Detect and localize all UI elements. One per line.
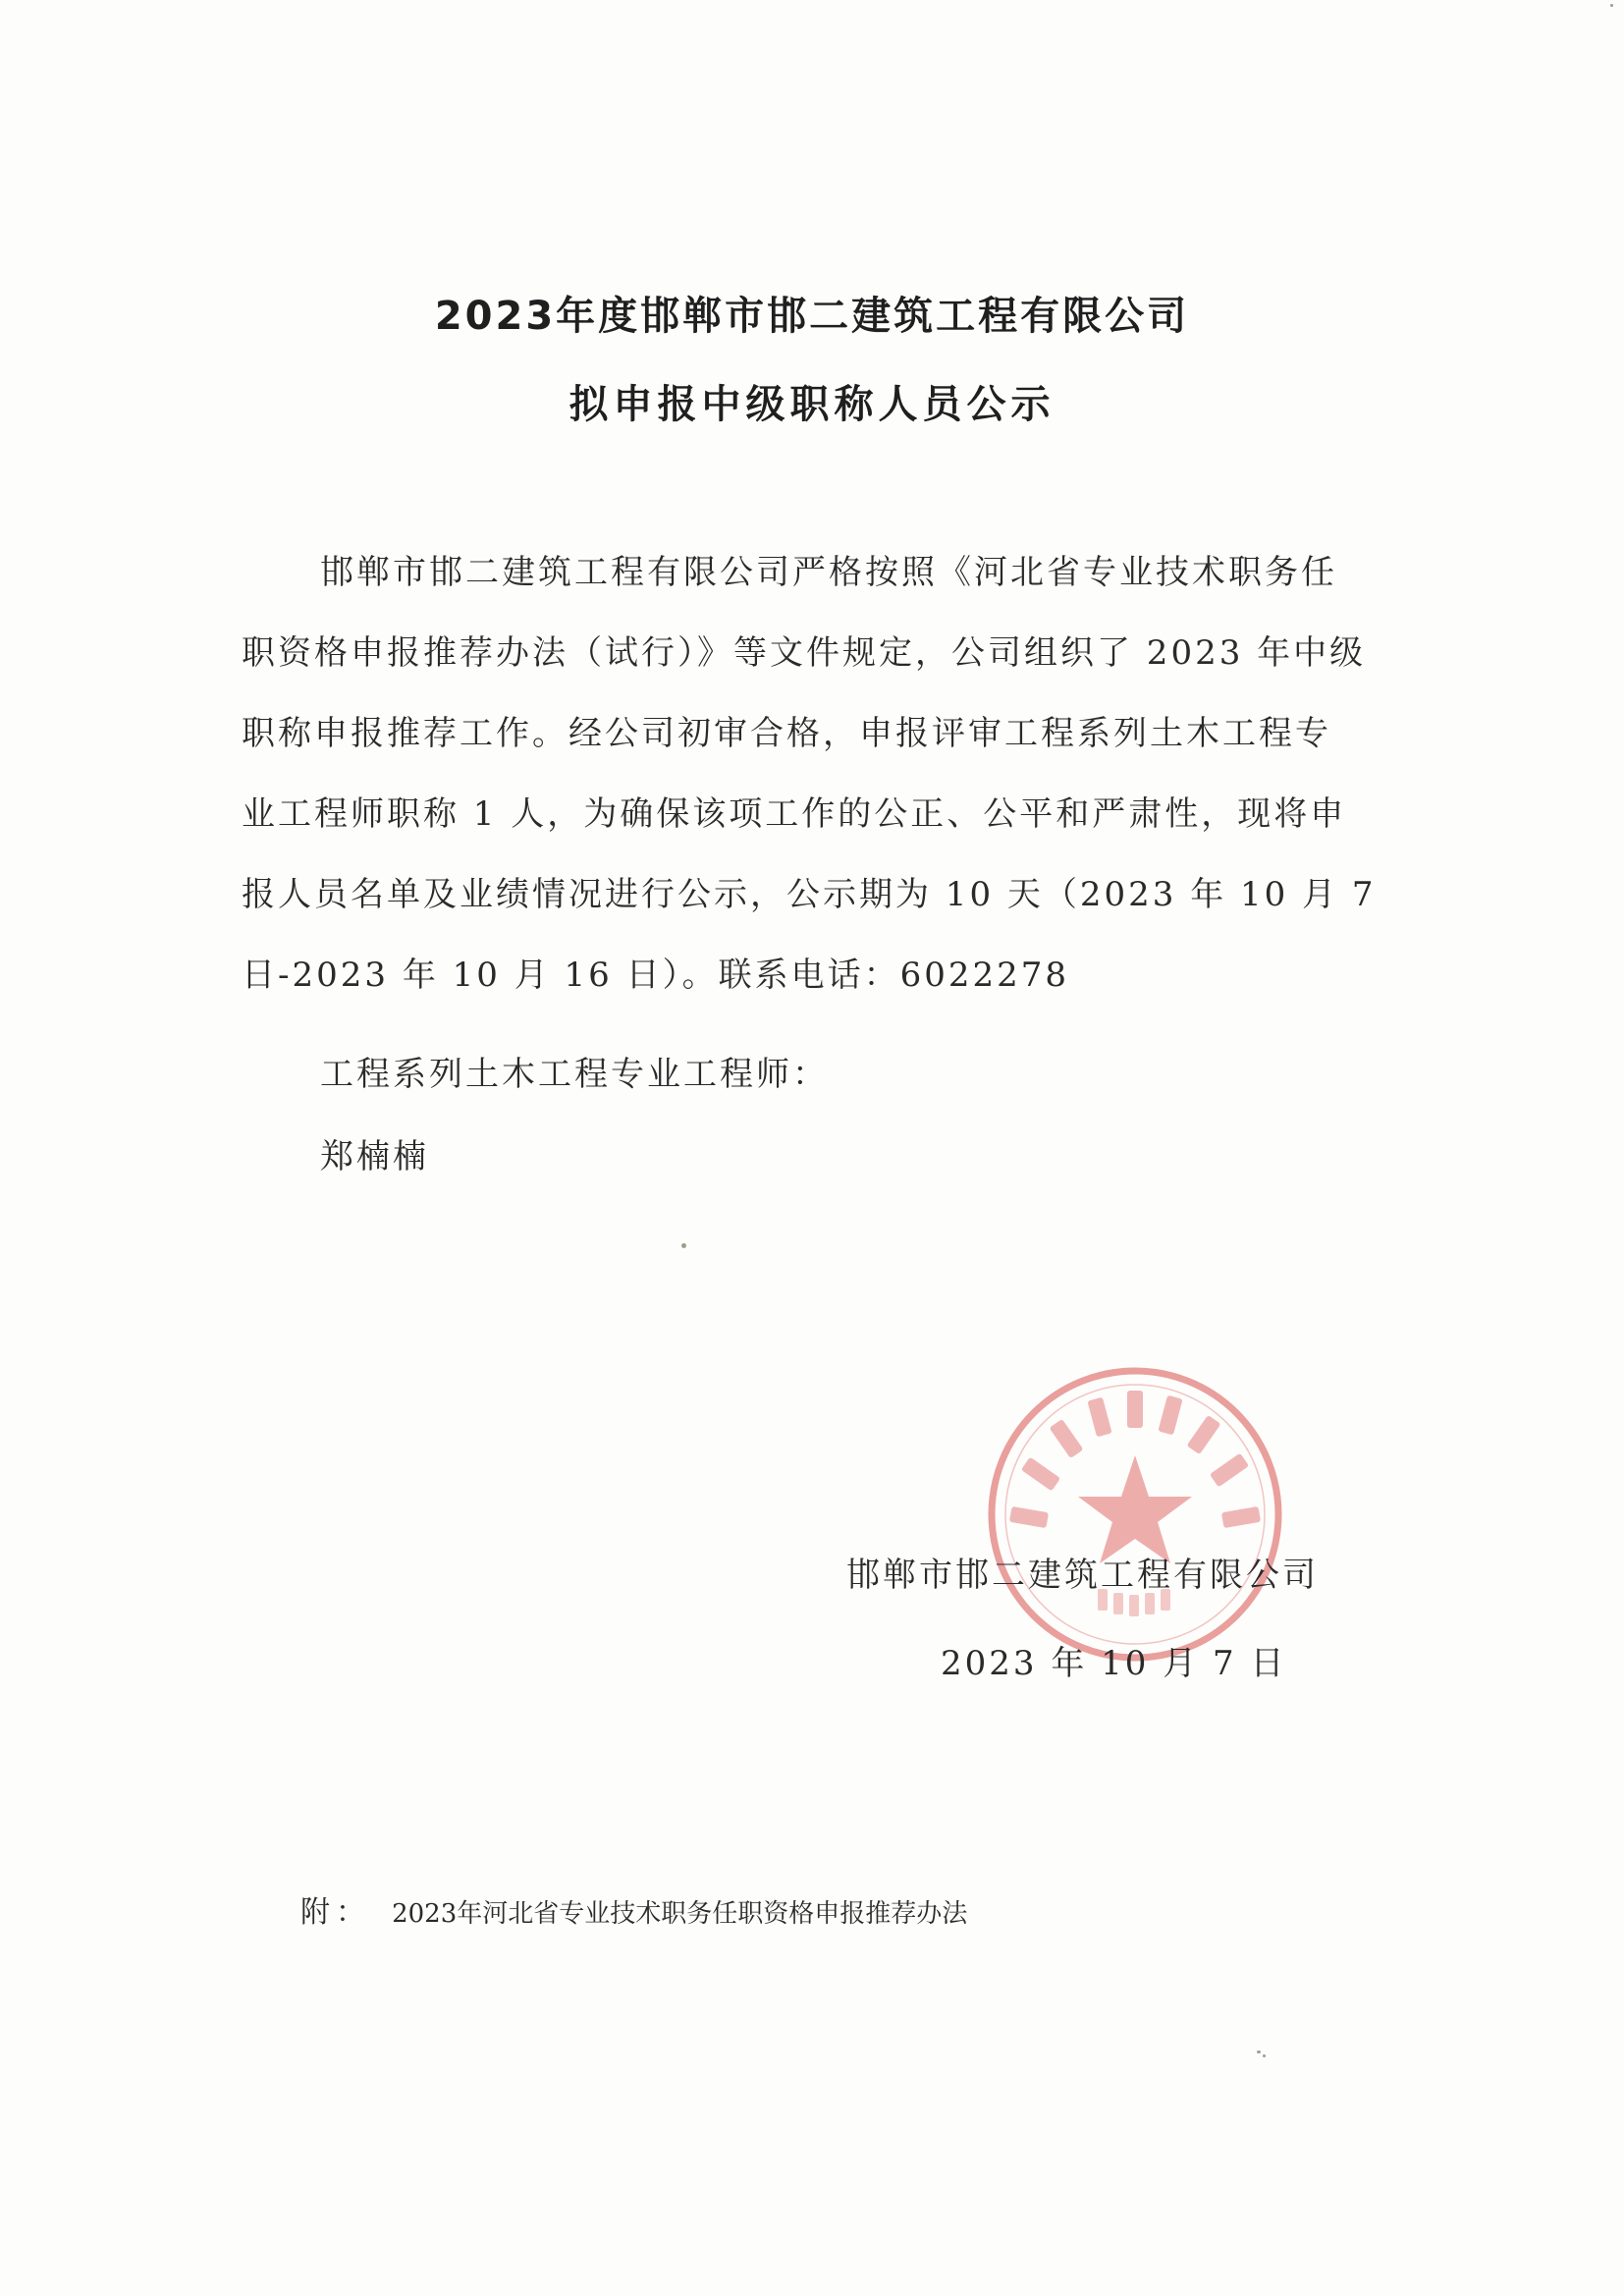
document-title-line1: 2023年度邯郸市邯二建筑工程有限公司 — [434, 294, 1190, 339]
signature-date: 2023 年 10 月 7 日 — [941, 1644, 1287, 1683]
paragraph-line: 职称申报推荐工作。经公司初审合格，申报评审工程系列土木工程专 — [242, 714, 1331, 753]
company-seal — [982, 1361, 1288, 1667]
attachment-link-text: 2023年河北省专业技术职务任职资格申报推荐办法 — [392, 1899, 968, 1929]
attachment-note — [300, 1887, 967, 1931]
paragraph-line: 报人员名单及业绩情况进行公示，公示期为 10 天（2023 年 10 月 7 — [242, 875, 1377, 914]
paragraph-line: 邯郸市邯二建筑工程有限公司严格按照《河北省专业技术职务任 — [320, 553, 1337, 592]
scan-speck — [1257, 2050, 1261, 2053]
attachment-label: 附： — [300, 1895, 371, 1930]
scan-speck — [681, 1243, 686, 1248]
paragraph-line: 职资格申报推荐办法（试行）》等文件规定，公司组织了 2023 年中级 — [242, 633, 1367, 673]
scan-speck — [1263, 2054, 1266, 2057]
paragraph-line: 日-2023 年 10 月 16 日）。联系电话：6022278 — [242, 956, 1070, 995]
document-title-line2: 拟申报中级职称人员公示 — [568, 382, 1056, 427]
paragraph-line: 业工程师职称 1 人，为确保该项工作的公正、公平和严肃性，现将申 — [242, 794, 1347, 834]
candidate-name: 郑楠楠 — [320, 1137, 429, 1176]
category-label: 工程系列土木工程专业工程师： — [320, 1055, 829, 1094]
announcement-paragraph — [242, 532, 1390, 1015]
signature-company: 邯郸市邯二建筑工程有限公司 — [846, 1556, 1319, 1595]
scan-speck — [1610, 4, 1613, 7]
